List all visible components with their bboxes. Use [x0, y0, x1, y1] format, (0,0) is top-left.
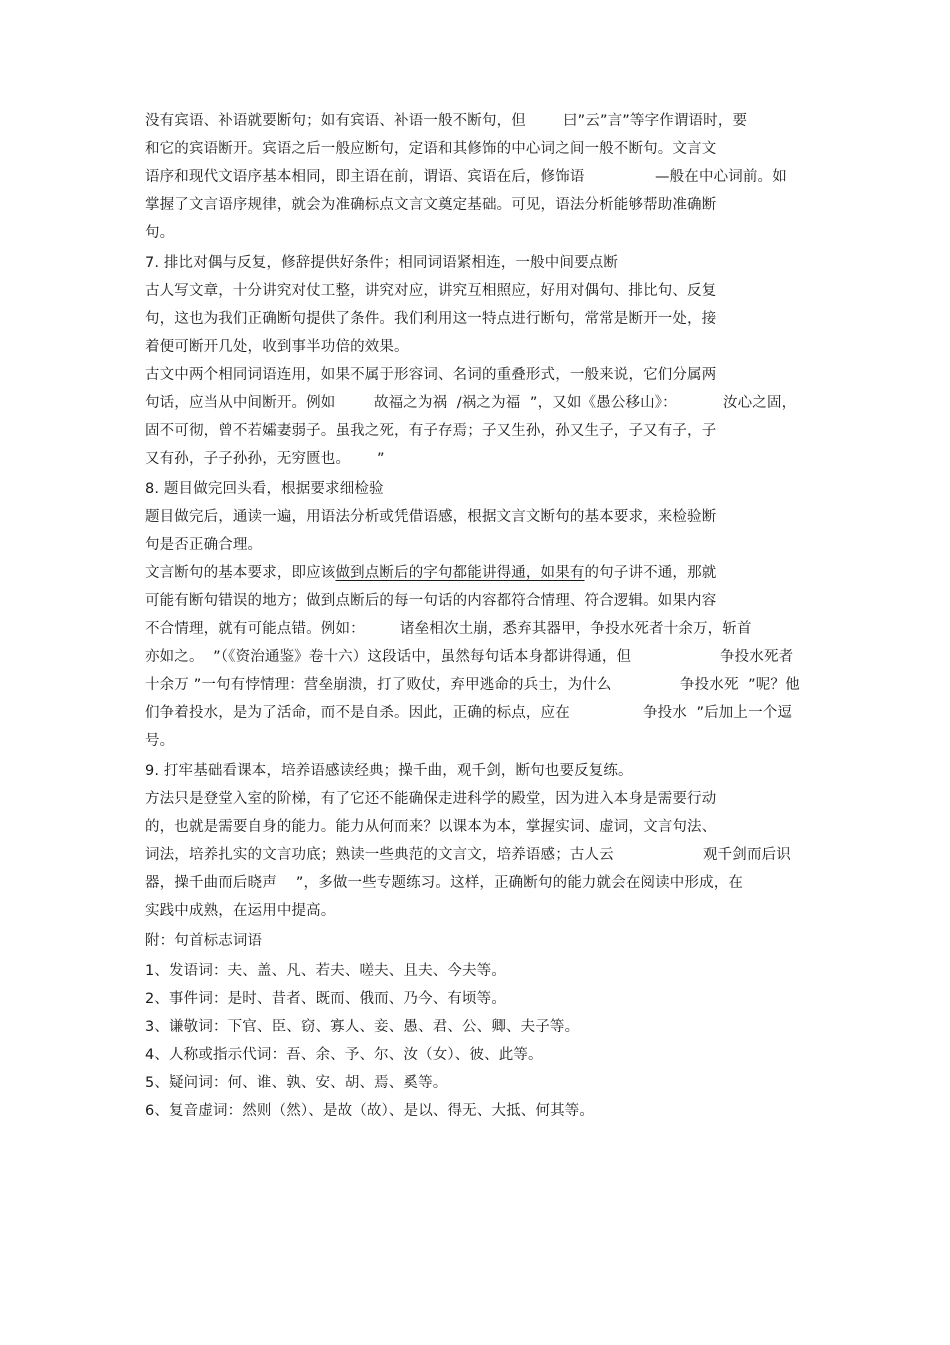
text-segment: 词法，培养扎实的文言功底；熟读一些典范的文言文，培养语感；古人云	[145, 847, 614, 863]
text-segment: 亦如之。 ”（《资治通鉴》卷十六）这段话中，虽然每句话本身都讲得通，但	[145, 649, 632, 665]
text-segment: ”	[377, 451, 385, 467]
text-line	[145, 140, 716, 158]
text-segment: 固不可彻，曾不若孀妻弱子。虽我之死，有子存焉；子又生孙，孙又生子，子又有子，子	[145, 423, 717, 439]
text-segment: —般在中心词前。如	[655, 169, 787, 185]
text-segment: 诸垒相次土崩，悉弃其器甲，争投水死者十余万，斩首	[400, 621, 752, 637]
text-line	[145, 592, 716, 610]
text-line	[145, 874, 743, 892]
text-segment: 9. 打牢基础看课本，培养语感读经典；操千曲，观千剑，断句也要反复练。	[145, 763, 633, 779]
text-line	[145, 620, 752, 638]
text-segment: 曰”云”言”等字作谓语时，要	[563, 113, 748, 129]
text-line	[145, 648, 794, 666]
text-line	[145, 366, 716, 384]
text-line	[145, 1046, 543, 1064]
text-line	[145, 196, 716, 214]
text-line	[145, 1102, 594, 1120]
text-segment: 1、发语词：夫、盖、凡、若夫、嗟夫、且夫、今夫等。	[145, 963, 506, 979]
text-segment: 古人写文章，十分讲究对仗工整，讲究对应，讲究互相照应，好用对偶句、排比句、反复	[145, 283, 717, 299]
text-line	[145, 112, 748, 130]
text-segment: 句，这也为我们正确断句提供了条件。我们利用这一特点进行断句，常常是断开一处，接	[145, 311, 717, 327]
text-segment: 实践中成熟，在运用中提高。	[145, 903, 336, 919]
text-segment: 器，操千曲而后晓声 ”，多做一些专题练习。这样，正确断句的能力就会在阅读中形成，在	[145, 875, 744, 891]
text-line	[145, 846, 791, 864]
text-segment: 争投水死 ”呢？他	[680, 677, 800, 693]
text-line	[145, 480, 384, 498]
text-segment: 又有孙，子子孙孙，无穷匮也。	[145, 451, 351, 467]
text-line	[145, 536, 262, 554]
text-segment: 题目做完后，通读一遍，用语法分析或凭借语感，根据文言文断句的基本要求，来检验断	[145, 509, 717, 525]
text-segment: 做到点断后的字句都能讲得通，如果有	[335, 565, 585, 581]
text-segment: 汝心之固，	[723, 395, 797, 411]
text-segment: 掌握了文言语序规律，就会为准确标点文言文奠定基础。可见，语法分析能够帮助准确断	[145, 197, 717, 213]
text-segment: 5、疑问词：何、谁、孰、安、胡、焉、奚等。	[145, 1075, 448, 1091]
text-line	[145, 932, 262, 950]
text-line	[145, 962, 506, 980]
text-line	[145, 564, 716, 582]
text-segment: 2、事件词：是时、昔者、既而、俄而、乃今、有顷等。	[145, 991, 506, 1007]
text-segment: 方法只是登堂入室的阶梯，有了它还不能确保走进科学的殿堂，因为进入本身是需要行动	[145, 791, 717, 807]
text-line	[145, 422, 716, 440]
text-line	[145, 282, 716, 300]
text-segment: 们争着投水，是为了活命，而不是自杀。因此，正确的标点，应在	[145, 705, 570, 721]
text-segment: 争投水 ”后加上一个逗	[643, 705, 793, 721]
text-segment: 不合情理，就有可能点错。例如：	[145, 621, 365, 637]
text-segment: 没有宾语、补语就要断句；如有宾语、补语一般不断句，但	[145, 113, 526, 129]
text-segment: 着便可断开几处，收到事半功倍的效果。	[145, 339, 409, 355]
text-segment: 句话，应当从中间断开。例如	[145, 395, 336, 411]
text-segment: 4、人称或指示代词：吾、余、予、尔、汝（女）、彼、此等。	[145, 1047, 543, 1063]
text-line	[145, 762, 633, 780]
text-segment: 号。	[145, 733, 175, 749]
text-segment: 的句子讲不通，那就	[584, 565, 717, 581]
text-line	[145, 704, 793, 722]
text-segment: 7. 排比对偶与反复，修辞提供好条件；相同词语紧相连，一般中间要点断	[145, 255, 619, 271]
text-line	[145, 224, 174, 242]
text-segment: 语序和现代文语序基本相同，即主语在前，谓语、宾语在后，修饰语	[145, 169, 585, 185]
text-line	[145, 790, 716, 808]
text-segment: 十余万 ”一句有悖情理：营垒崩溃，打了败仗，弃甲逃命的兵士，为什么	[145, 677, 612, 693]
text-line	[145, 394, 797, 412]
text-segment: 句。	[145, 225, 175, 241]
text-line	[145, 310, 716, 328]
text-line	[145, 818, 716, 836]
text-segment: 故福之为祸 /祸之为福 ”，又如《愚公移山》：	[374, 395, 677, 411]
text-line	[145, 676, 800, 694]
text-line	[145, 990, 506, 1008]
text-line	[145, 254, 618, 272]
text-line	[145, 450, 385, 468]
text-line	[145, 1074, 447, 1092]
text-segment: 和它的宾语断开。宾语之后一般应断句，定语和其修饰的中心词之间一般不断句。文言文	[145, 141, 717, 157]
text-segment: 古文中两个相同词语连用，如果不属于形容词、名词的重叠形式，一般来说，它们分属两	[145, 367, 717, 383]
text-line	[145, 1018, 579, 1036]
text-line	[145, 732, 174, 750]
text-segment: 争投水死者	[720, 649, 794, 665]
text-line	[145, 508, 716, 526]
text-segment: 3、谦敬词：下官、臣、窃、寡人、妾、愚、君、公、卿、夫子等。	[145, 1019, 580, 1035]
text-segment: 的，也就是需要自身的能力。能力从何而来？以课本为本，掌握实词、虚词，文言句法、	[145, 819, 717, 835]
text-segment: 可能有断句错误的地方；做到点断后的每一句话的内容都符合情理、符合逻辑。如果内容	[145, 593, 717, 609]
text-line	[145, 168, 787, 186]
text-segment: 8. 题目做完回头看，根据要求细检验	[145, 481, 384, 497]
text-line	[145, 338, 409, 356]
text-segment: 观千剑而后识	[703, 847, 791, 863]
text-segment: 6、复音虚词：然则（然）、是故（故）、是以、得无、大抵、何其等。	[145, 1103, 595, 1119]
text-segment: 文言断句的基本要求，即应该	[145, 565, 336, 581]
text-segment: 句是否正确合理。	[145, 537, 263, 553]
text-line	[145, 902, 335, 920]
text-segment: 附：句首标志词语	[145, 933, 263, 949]
